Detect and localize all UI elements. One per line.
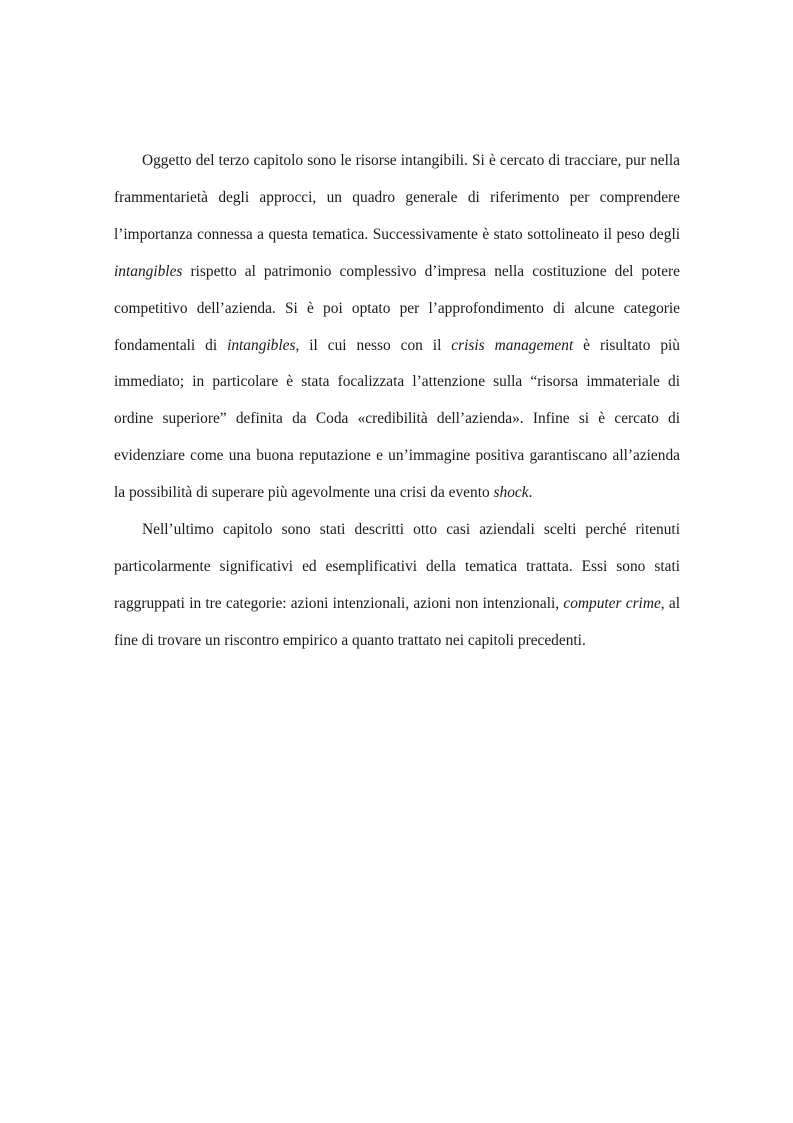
text-segment: è risultato più immediato; in particolare è stata focalizzata l’attenzione sulla “risorsa immateriale di ordine superiore” definita da Coda «credibilità dell’azienda». Infine si è cercato di evidenziare come una buona reputazione e un’immagine positiva garantiscano all’azienda la possibilità di superare più agevolmente una crisi da evento — [114, 336, 680, 502]
italic-term: shock — [493, 484, 529, 502]
italic-term: intangibles — [227, 336, 296, 354]
italic-term: crisis management — [451, 336, 574, 354]
text-segment: , al fine di trovare un riscontro empirico a quanto trattato nei capitoli precedenti. — [114, 594, 680, 649]
text-segment: , il cui nesso con il — [295, 336, 452, 354]
text-segment: . — [528, 484, 533, 502]
text-segment: Nell’ultimo capitolo sono stati descritti otto casi aziendali scelti perché ritenuti particolarmente significativi ed esemplificativi della tematica trattata. Essi sono stati raggruppati in tre categorie: azioni intenzionali, azioni non intenzionali, — [114, 521, 680, 612]
text-segment: Oggetto del terzo capitolo sono le risorse intangibili. Si è cercato di tracciare, pur nella frammentarietà degli approcci, un quadro generale di riferimento per comprendere l’importanza connessa a questa tematica. Successivamente è stato sottolineato il peso degli — [114, 152, 680, 243]
body-text — [114, 143, 680, 660]
paragraph-1 — [114, 143, 680, 512]
text-segment: rispetto al patrimonio complessivo d’impresa nella costituzione del potere competitivo dell’azienda. Si è poi optato per l’approfondimento di alcune categorie fondamentali di — [114, 262, 680, 354]
italic-term: intangibles — [114, 262, 183, 280]
italic-term: computer crime — [563, 594, 661, 612]
paragraph-2 — [114, 512, 680, 660]
